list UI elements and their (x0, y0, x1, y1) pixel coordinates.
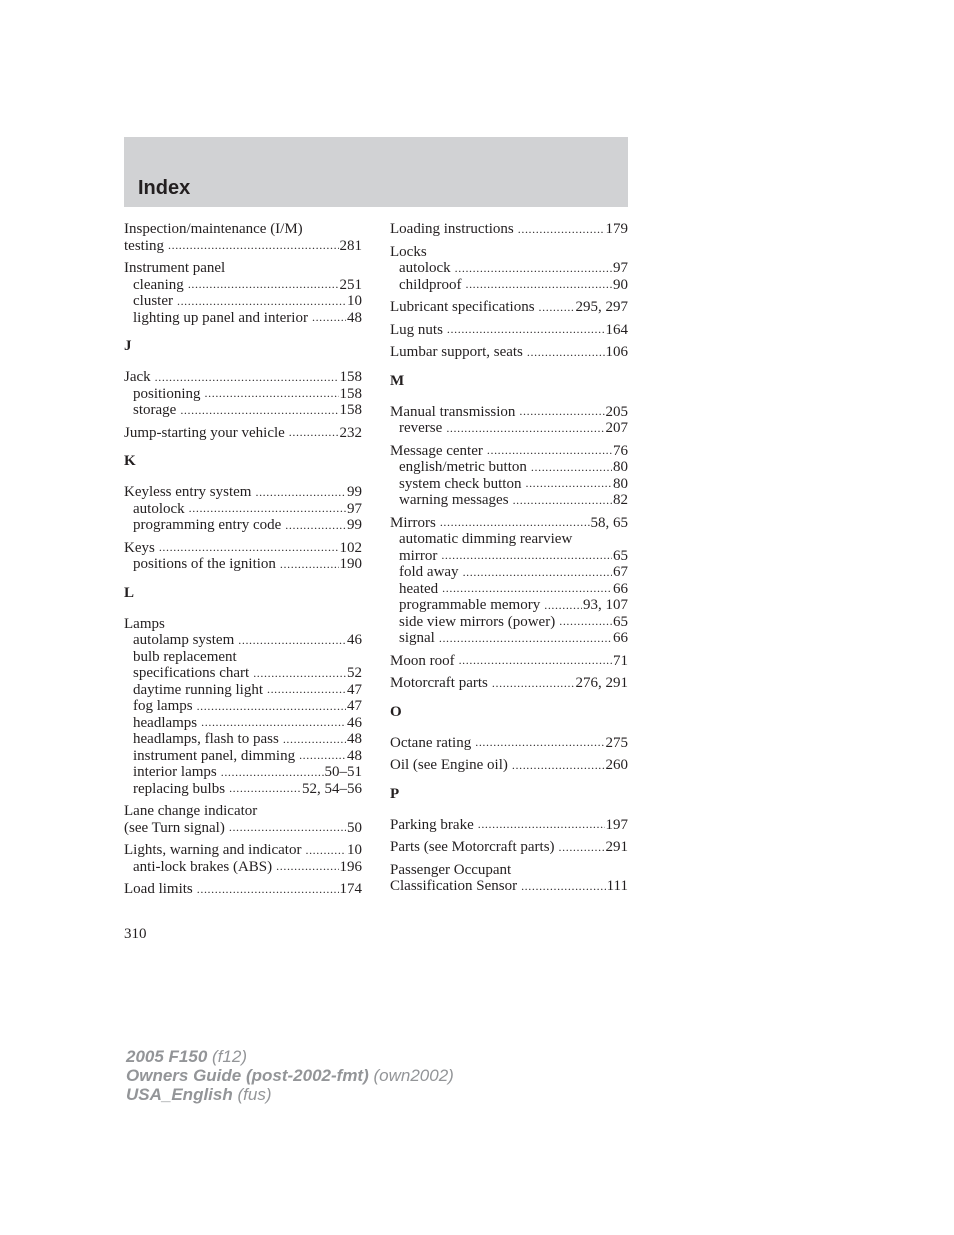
entry-term: instrument panel, dimming (133, 747, 296, 764)
page-reference: 66 (613, 580, 628, 597)
index-entry-line (124, 260, 362, 277)
page-reference: 251 (339, 276, 362, 293)
index-entry (124, 369, 362, 419)
index-subentry-line (124, 402, 362, 419)
index-subentry-line (124, 682, 362, 699)
page-reference: 158 (339, 369, 362, 385)
dot-leader (512, 760, 605, 771)
index-entry (124, 221, 362, 254)
footer-language: USA_English (126, 1085, 233, 1104)
dot-leader (439, 633, 612, 644)
index-entry-line (390, 515, 628, 532)
dot-leader (197, 884, 339, 895)
dot-leader (531, 462, 612, 473)
dot-leader (159, 542, 339, 553)
entry-term: Lamps (124, 615, 165, 632)
entry-term: (see Turn signal) (124, 819, 225, 836)
page-reference: 65 (613, 613, 628, 630)
index-entry (124, 260, 362, 326)
dot-leader (267, 684, 346, 695)
entry-term: fold away (399, 564, 459, 580)
index-entry-line (390, 653, 628, 670)
page-reference: 232 (339, 424, 362, 441)
page-reference: 52 (347, 665, 362, 681)
dot-leader (197, 701, 346, 712)
entry-term: specifications chart (133, 665, 250, 681)
footer-guide-code: (own2002) (373, 1066, 454, 1085)
index-subentry-line (124, 649, 362, 666)
index-entry-line (390, 839, 628, 856)
page-reference: 179 (605, 221, 628, 237)
section-letter: L (124, 584, 135, 601)
entry-term: heated (399, 580, 439, 597)
section-letter: O (390, 703, 402, 720)
entry-term: warning messages (399, 492, 509, 508)
dot-leader (283, 734, 346, 745)
index-entry-line (390, 817, 628, 834)
index-subentry-line (390, 548, 628, 565)
document-footer (126, 1047, 454, 1104)
index-column-right (390, 221, 628, 901)
page-reference: 65 (613, 547, 628, 564)
page-reference: 10 (347, 842, 362, 858)
index-entry-line (124, 425, 362, 442)
page-reference: 276, 291 (575, 675, 628, 691)
page-reference: 205 (605, 403, 628, 420)
index-entry (390, 443, 628, 509)
entry-term: Loading instructions (390, 221, 514, 237)
dot-leader (463, 567, 612, 578)
dot-leader (168, 240, 339, 251)
index-subentry-line (390, 614, 628, 631)
entry-term: interior lamps (133, 764, 217, 780)
index-subentry-line (124, 386, 362, 403)
entry-term: Lubricant specifications (390, 299, 535, 315)
page-reference: 158 (339, 402, 362, 418)
page-reference: 196 (339, 858, 362, 875)
index-entry-line (124, 820, 362, 837)
dot-leader (205, 388, 339, 399)
page-reference: 71 (613, 652, 628, 669)
section-letter: M (390, 372, 405, 389)
page-reference: 99 (347, 484, 362, 500)
entry-term: mirror (399, 547, 438, 564)
entry-term: system check button (399, 475, 522, 492)
index-entry (390, 322, 628, 339)
dot-leader (559, 842, 605, 853)
page-reference: 106 (605, 344, 628, 360)
index-entry-line (124, 369, 362, 386)
entry-term: Lumbar support, seats (390, 344, 523, 360)
page-reference: 97 (347, 500, 362, 517)
entry-term: Instrument panel (124, 260, 226, 276)
page-reference: 97 (613, 260, 628, 276)
entry-term: automatic dimming rearview (399, 531, 573, 547)
index-subentry-line (124, 632, 362, 649)
dot-leader (180, 405, 338, 416)
entry-term: headlamps (133, 714, 198, 731)
index-subentry-line (124, 859, 362, 876)
page-reference: 50–51 (324, 764, 362, 780)
entry-term: anti-lock brakes (ABS) (133, 858, 273, 875)
index-entry (390, 817, 628, 834)
page-reference: 158 (339, 385, 362, 402)
entry-term: Inspection/maintenance (I/M) (124, 221, 303, 237)
dot-leader (299, 750, 346, 761)
index-entry-line (390, 322, 628, 339)
dot-leader (289, 427, 339, 438)
index-subentry-line (124, 501, 362, 518)
page-reference: 46 (347, 714, 362, 731)
index-entry (124, 484, 362, 534)
index-entry (390, 757, 628, 774)
index-entry (390, 735, 628, 752)
dot-leader (447, 324, 605, 335)
page-reference: 47 (347, 681, 362, 698)
page-reference: 281 (339, 237, 362, 254)
index-subentry-line (124, 517, 362, 534)
index-subentry-line (390, 564, 628, 581)
index-subentry-line (390, 420, 628, 437)
index-entry (124, 425, 362, 442)
entry-term: Lug nuts (390, 321, 443, 338)
index-entry (390, 839, 628, 856)
index-entry-line (124, 221, 362, 238)
entry-term: Oil (see Engine oil) (390, 757, 508, 773)
dot-leader (475, 737, 604, 748)
entry-term: storage (133, 402, 177, 418)
index-entry (390, 653, 628, 670)
entry-term: fog lamps (133, 698, 193, 714)
page-reference: 82 (613, 492, 628, 508)
index-entry (390, 221, 628, 238)
index-entry-line (390, 244, 628, 261)
dot-leader (155, 372, 339, 383)
dot-leader (525, 478, 612, 489)
index-subentry-line (124, 277, 362, 294)
entry-term: cleaning (133, 276, 184, 293)
footer-line-3 (126, 1085, 454, 1104)
entry-term: childproof (399, 276, 462, 293)
dot-leader (285, 520, 346, 531)
footer-model-code: (f12) (212, 1047, 247, 1066)
page-reference: 47 (347, 698, 362, 714)
page-title: Index (138, 177, 191, 199)
dot-leader (487, 445, 612, 456)
page-reference: 52, 54–56 (302, 780, 362, 797)
entry-term: Parts (see Motorcraft parts) (390, 839, 555, 855)
footer-line-1 (126, 1047, 454, 1066)
index-subentry-line (124, 293, 362, 310)
index-subentry-line (124, 748, 362, 765)
page-reference: 190 (339, 556, 362, 572)
page-reference: 164 (605, 321, 628, 338)
entry-term: autolamp system (133, 632, 235, 648)
entry-term: Motorcraft parts (390, 675, 488, 691)
page-reference: 99 (347, 517, 362, 533)
entry-term: Lights, warning and indicator (124, 842, 302, 858)
index-entry-line (124, 540, 362, 557)
index-entry (390, 244, 628, 294)
index-subentry-line (124, 665, 362, 682)
dot-leader (305, 845, 346, 856)
dot-leader (280, 559, 339, 570)
page-reference: 174 (339, 881, 362, 897)
entry-term: Load limits (124, 881, 193, 897)
entry-term: Jump-starting your vehicle (124, 424, 285, 441)
dot-leader (177, 296, 346, 307)
index-entry (124, 540, 362, 573)
index-subentry-line (390, 459, 628, 476)
section-letter: J (124, 338, 132, 354)
dot-leader (253, 668, 346, 679)
index-subentry-line (390, 277, 628, 294)
entry-term: bulb replacement (133, 648, 237, 665)
page-reference: 58, 65 (590, 514, 628, 531)
index-entry-line (390, 862, 628, 879)
dot-leader (189, 503, 346, 514)
entry-term: lighting up panel and interior (133, 309, 308, 326)
dot-leader (229, 783, 301, 794)
index-entry-line (390, 344, 628, 361)
footer-line-2 (126, 1066, 454, 1085)
index-entry (124, 616, 362, 798)
entry-term: Moon roof (390, 652, 455, 669)
page-reference: 102 (339, 539, 362, 556)
dot-leader (539, 302, 575, 313)
index-subentry-line (124, 731, 362, 748)
page-reference: 80 (613, 475, 628, 492)
page-reference: 48 (347, 731, 362, 747)
index-entry (124, 881, 362, 898)
index-subentry-line (390, 630, 628, 647)
page-reference: 48 (347, 747, 362, 764)
index-subentry-line (390, 581, 628, 598)
dot-leader (521, 881, 606, 892)
entry-term: Keyless entry system (124, 484, 252, 500)
index-entry (124, 842, 362, 875)
entry-term: Jack (124, 369, 151, 385)
dot-leader (559, 616, 612, 627)
dot-leader (255, 487, 346, 498)
dot-leader (544, 600, 582, 611)
index-subentry-line (124, 556, 362, 573)
index-entry-line (390, 443, 628, 460)
dot-leader (478, 819, 605, 830)
page-reference: 275 (605, 734, 628, 751)
page-reference: 111 (606, 878, 628, 894)
entry-term: Mirrors (390, 514, 436, 531)
page-reference: 66 (613, 630, 628, 646)
dot-leader (201, 717, 346, 728)
index-entry (390, 675, 628, 692)
index-subentry-line (124, 764, 362, 781)
footer-guide: Owners Guide (post-2002-fmt) (126, 1066, 369, 1085)
entry-term: english/metric button (399, 459, 527, 475)
index-subentry-line (124, 698, 362, 715)
dot-leader (238, 635, 346, 646)
entry-term: Passenger Occupant (390, 861, 512, 878)
index-entry-line (124, 881, 362, 898)
dot-leader (312, 312, 346, 323)
dot-leader (527, 347, 605, 358)
dot-leader (459, 655, 612, 666)
dot-leader (276, 861, 338, 872)
entry-term: reverse (399, 420, 443, 436)
page-reference: 291 (605, 839, 628, 855)
dot-leader (446, 423, 604, 434)
index-subentry-line (390, 492, 628, 509)
index-entry-line (124, 616, 362, 633)
index-subentry-line (124, 781, 362, 798)
entry-term: autolock (133, 500, 185, 517)
entry-term: Keys (124, 539, 155, 556)
index-header-band (124, 137, 628, 207)
index-entry (390, 344, 628, 361)
entry-term: daytime running light (133, 681, 263, 698)
index-entry-line (390, 757, 628, 774)
dot-leader (519, 406, 604, 417)
entry-term: programming entry code (133, 517, 282, 533)
dot-leader (221, 767, 324, 778)
page-reference: 76 (613, 442, 628, 459)
entry-term: headlamps, flash to pass (133, 731, 279, 747)
page-reference: 93, 107 (583, 597, 628, 613)
index-entry-line (124, 238, 362, 255)
index-subentry-line (390, 260, 628, 277)
page-reference: 80 (613, 459, 628, 475)
index-entry-line (390, 735, 628, 752)
entry-term: positioning (133, 385, 201, 402)
entry-term: replacing bulbs (133, 780, 226, 797)
page-reference: 295, 297 (575, 299, 628, 315)
index-entry (390, 299, 628, 316)
page-reference: 50 (347, 819, 362, 836)
page-reference: 67 (613, 564, 628, 580)
page-reference: 10 (347, 293, 362, 309)
entry-term: testing (124, 237, 164, 254)
dot-leader (492, 678, 575, 689)
page-number: 310 (124, 926, 147, 942)
page-reference: 260 (605, 757, 628, 773)
entry-term: cluster (133, 293, 173, 309)
section-letter: K (124, 453, 136, 469)
index-entry (390, 515, 628, 647)
index-entry-line (390, 299, 628, 316)
index-subentry-line (124, 715, 362, 732)
dot-leader (441, 550, 612, 561)
dot-leader (440, 517, 590, 528)
index-entry (390, 862, 628, 895)
dot-leader (465, 279, 612, 290)
page-reference: 90 (613, 276, 628, 293)
entry-term: Locks (390, 243, 427, 260)
entry-term: Octane rating (390, 734, 472, 751)
entry-term: Parking brake (390, 816, 474, 833)
footer-model: 2005 F150 (126, 1047, 208, 1066)
dot-leader (188, 279, 339, 290)
index-column-left (124, 221, 362, 904)
index-entry-line (124, 803, 362, 820)
index-subentry-line (390, 597, 628, 614)
page-reference: 207 (605, 420, 628, 436)
dot-leader (442, 583, 612, 594)
index-entry (390, 404, 628, 437)
index-entry (124, 803, 362, 836)
footer-language-code: (fus) (237, 1085, 272, 1104)
index-subentry-line (390, 531, 628, 548)
dot-leader (455, 263, 612, 274)
index-entry-line (390, 404, 628, 421)
dot-leader (518, 224, 605, 235)
entry-term: Lane change indicator (124, 803, 258, 819)
page-reference: 46 (347, 632, 362, 648)
entry-term: Classification Sensor (390, 878, 518, 894)
entry-term: positions of the ignition (133, 556, 276, 572)
index-entry-line (390, 221, 628, 238)
entry-term: side view mirrors (power) (399, 613, 556, 630)
index-subentry-line (124, 310, 362, 327)
section-letter: P (390, 785, 400, 802)
entry-term: Manual transmission (390, 403, 516, 420)
entry-term: programmable memory (399, 597, 541, 613)
index-entry-line (390, 675, 628, 692)
entry-term: autolock (399, 260, 451, 276)
index-entry-line (390, 878, 628, 895)
page-reference: 197 (605, 816, 628, 833)
entry-term: Message center (390, 442, 483, 459)
index-entry-line (124, 842, 362, 859)
page-reference: 48 (347, 309, 362, 326)
dot-leader (513, 495, 612, 506)
entry-term: signal (399, 630, 435, 646)
dot-leader (229, 822, 346, 833)
index-subentry-line (390, 476, 628, 493)
index-entry-line (124, 484, 362, 501)
